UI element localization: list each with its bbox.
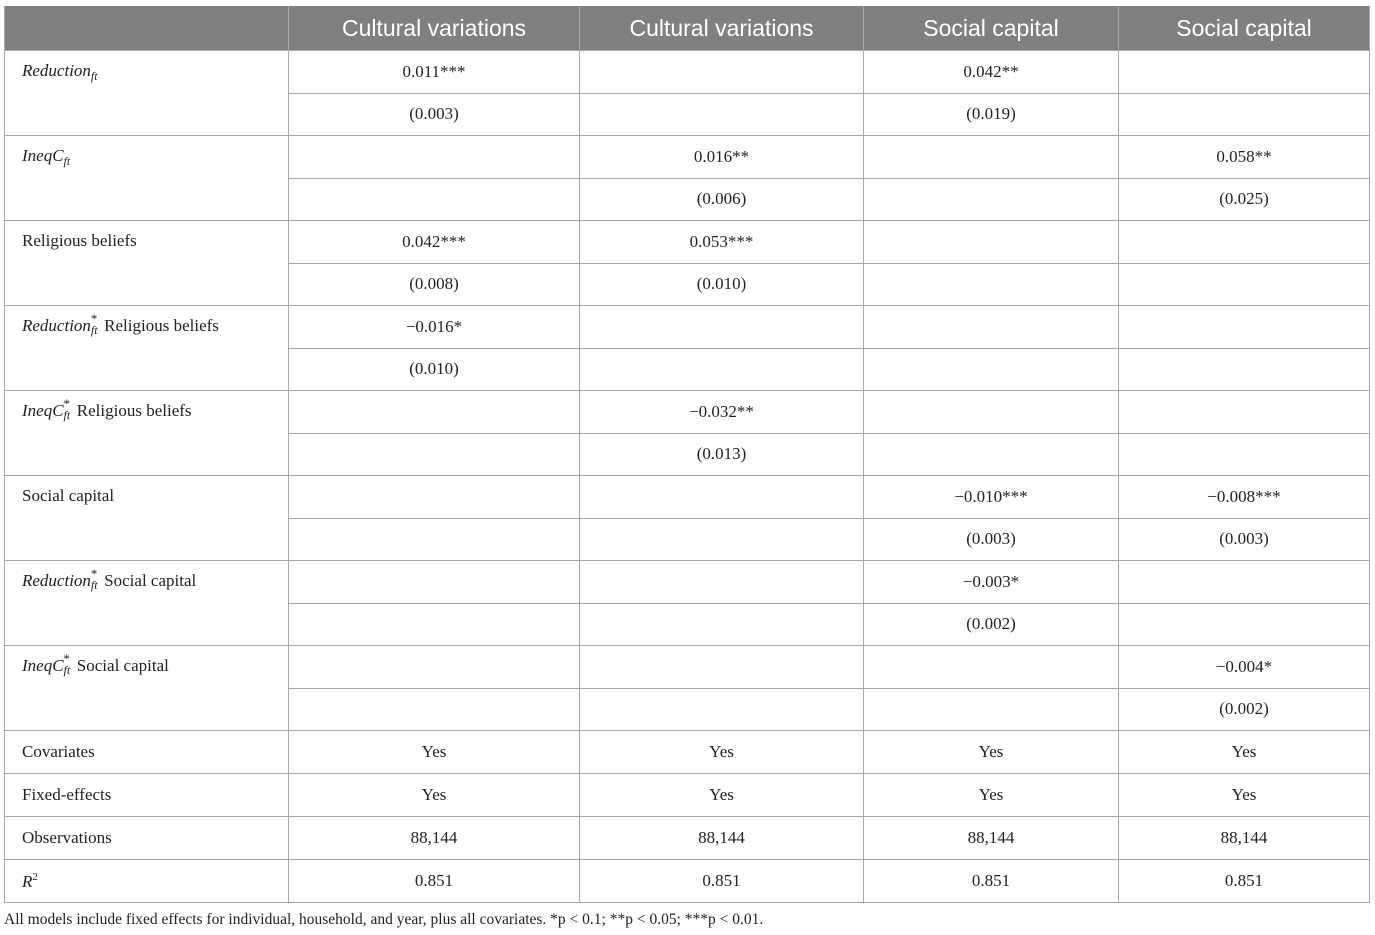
coef-cell: −0.004* (1119, 646, 1370, 689)
table-row (5, 774, 1370, 817)
se-cell (289, 518, 580, 561)
table-row (5, 817, 1370, 860)
row-label-reduction-religious: Reduction * ft Religious beliefs (5, 306, 289, 391)
coef-cell (1119, 221, 1370, 264)
value-cell: Yes (1119, 731, 1370, 774)
coef-cell (1119, 306, 1370, 349)
row-label-covariates: Covariates (5, 731, 289, 774)
table-row (5, 731, 1370, 774)
coef-cell: −0.008*** (1119, 476, 1370, 519)
se-cell: (0.003) (289, 93, 580, 136)
se-cell (864, 348, 1119, 391)
value-cell: 88,144 (580, 817, 864, 860)
row-label-observations: Observations (5, 817, 289, 860)
se-cell: (0.003) (864, 518, 1119, 561)
coef-cell (289, 136, 580, 179)
regression-table (4, 6, 1370, 903)
value-cell: 88,144 (1119, 817, 1370, 860)
header-row (5, 6, 1370, 51)
se-cell (580, 603, 864, 646)
header-cell (5, 6, 289, 51)
se-cell (1119, 348, 1370, 391)
coef-cell (864, 306, 1119, 349)
table-row (5, 561, 1370, 604)
se-cell: (0.006) (580, 178, 864, 221)
row-label-fixed-effects: Fixed-effects (5, 774, 289, 817)
se-cell (289, 433, 580, 476)
coef-cell (864, 136, 1119, 179)
table-row (5, 306, 1370, 349)
coef-cell (580, 646, 864, 689)
table-row (5, 860, 1370, 903)
se-cell: (0.010) (289, 348, 580, 391)
header-cell: Cultural variations (289, 6, 580, 51)
coef-cell (864, 646, 1119, 689)
se-cell: (0.010) (580, 263, 864, 306)
value-cell: 88,144 (864, 817, 1119, 860)
coef-cell (289, 646, 580, 689)
se-cell (1119, 603, 1370, 646)
value-cell: 0.851 (289, 860, 580, 903)
coef-cell: −0.010*** (864, 476, 1119, 519)
coef-cell: −0.016* (289, 306, 580, 349)
row-label-religious: Religious beliefs (5, 221, 289, 306)
row-label-ineqc-religious: IneqC * ft Religious beliefs (5, 391, 289, 476)
value-cell: Yes (580, 774, 864, 817)
coef-cell (580, 561, 864, 604)
se-cell (289, 688, 580, 731)
coef-cell (580, 476, 864, 519)
coef-cell (580, 306, 864, 349)
se-cell (864, 433, 1119, 476)
row-label-ineqc-social: IneqC * ft Social capital (5, 646, 289, 731)
regression-table-container (4, 6, 1369, 903)
row-label-reduction: Reduction$_{ft}$ (5, 51, 289, 136)
value-cell: 0.851 (1119, 860, 1370, 903)
row-label-r-squared: $R^2$ (5, 860, 289, 903)
value-cell: Yes (864, 731, 1119, 774)
value-cell: Yes (864, 774, 1119, 817)
se-cell (1119, 93, 1370, 136)
row-label-social: Social capital (5, 476, 289, 561)
se-cell: (0.013) (580, 433, 864, 476)
table-row (5, 136, 1370, 179)
se-cell: (0.002) (864, 603, 1119, 646)
row-label-ineqc: IneqC$_{ft}$ (5, 136, 289, 221)
coef-cell (864, 221, 1119, 264)
se-cell: (0.025) (1119, 178, 1370, 221)
header-cell: Cultural variations (580, 6, 864, 51)
coef-cell: 0.011*** (289, 51, 580, 94)
table-row (5, 51, 1370, 94)
coef-cell (580, 51, 864, 94)
se-cell (1119, 263, 1370, 306)
coef-cell (289, 476, 580, 519)
coef-cell (864, 391, 1119, 434)
coef-cell: −0.003* (864, 561, 1119, 604)
se-cell (580, 688, 864, 731)
row-label-reduction-social: Reduction * ft Social capital (5, 561, 289, 646)
value-cell: Yes (1119, 774, 1370, 817)
coef-cell: −0.032** (580, 391, 864, 434)
se-cell (580, 348, 864, 391)
coef-cell (1119, 391, 1370, 434)
value-cell: Yes (580, 731, 864, 774)
table-row (5, 391, 1370, 434)
coef-cell (1119, 561, 1370, 604)
value-cell: 0.851 (580, 860, 864, 903)
coef-cell (1119, 51, 1370, 94)
se-cell (864, 178, 1119, 221)
se-cell (1119, 433, 1370, 476)
se-cell (580, 93, 864, 136)
value-cell: Yes (289, 774, 580, 817)
se-cell (289, 603, 580, 646)
table-row (5, 221, 1370, 264)
table-row (5, 646, 1370, 689)
coef-cell: 0.058** (1119, 136, 1370, 179)
se-cell: (0.003) (1119, 518, 1370, 561)
value-cell: 88,144 (289, 817, 580, 860)
se-cell (289, 178, 580, 221)
coef-cell (289, 391, 580, 434)
coef-cell: 0.053*** (580, 221, 864, 264)
coef-cell: 0.016** (580, 136, 864, 179)
se-cell: (0.008) (289, 263, 580, 306)
header-cell: Social capital (864, 6, 1119, 51)
se-cell (864, 688, 1119, 731)
header-cell: Social capital (1119, 6, 1370, 51)
table-footnote: All models include fixed effects for individual, household, and year, plus all covariates. *p < 0.1; **p < 0.05; ***p < 0.01. (4, 911, 764, 928)
se-cell: (0.019) (864, 93, 1119, 136)
se-cell (580, 518, 864, 561)
se-cell (864, 263, 1119, 306)
coef-cell (289, 561, 580, 604)
table-row (5, 476, 1370, 519)
coef-cell: 0.042*** (289, 221, 580, 264)
se-cell: (0.002) (1119, 688, 1370, 731)
value-cell: 0.851 (864, 860, 1119, 903)
coef-cell: 0.042** (864, 51, 1119, 94)
value-cell: Yes (289, 731, 580, 774)
